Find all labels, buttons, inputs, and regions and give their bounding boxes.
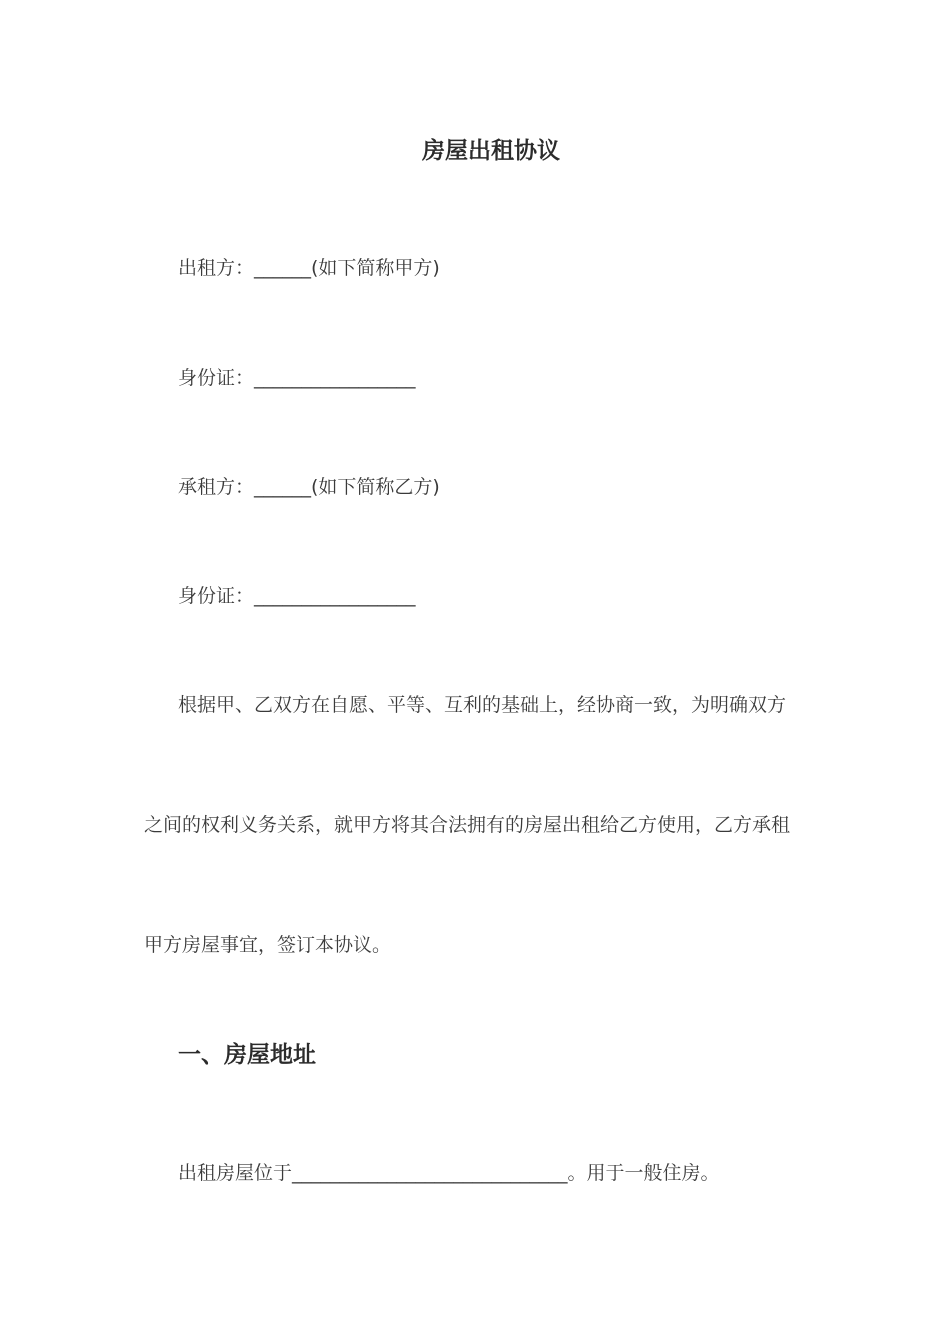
intro-paragraph-line-2: 之间的权利义务关系，就甲方将其合法拥有的房屋出租给乙方使用，乙方承租 — [144, 814, 791, 836]
section-1-body: 出租房屋位于_____________________________。用于一般住房。 — [178, 1162, 720, 1184]
lessor-line: 出租方：______(如下简称甲方) — [178, 257, 440, 279]
intro-paragraph-line-1: 根据甲、乙双方在自愿、平等、互利的基础上，经协商一致，为明确双方 — [178, 694, 787, 716]
lessee-id-line: 身份证：_________________ — [178, 585, 416, 607]
lessor-id-line: 身份证：_________________ — [178, 367, 416, 389]
intro-paragraph-line-3: 甲方房屋事宜，签订本协议。 — [144, 934, 392, 956]
section-1-heading: 一、房屋地址 — [178, 1042, 316, 1068]
lessee-line: 承租方：______(如下简称乙方) — [178, 476, 440, 498]
document-title: 房屋出租协议 — [422, 138, 560, 164]
